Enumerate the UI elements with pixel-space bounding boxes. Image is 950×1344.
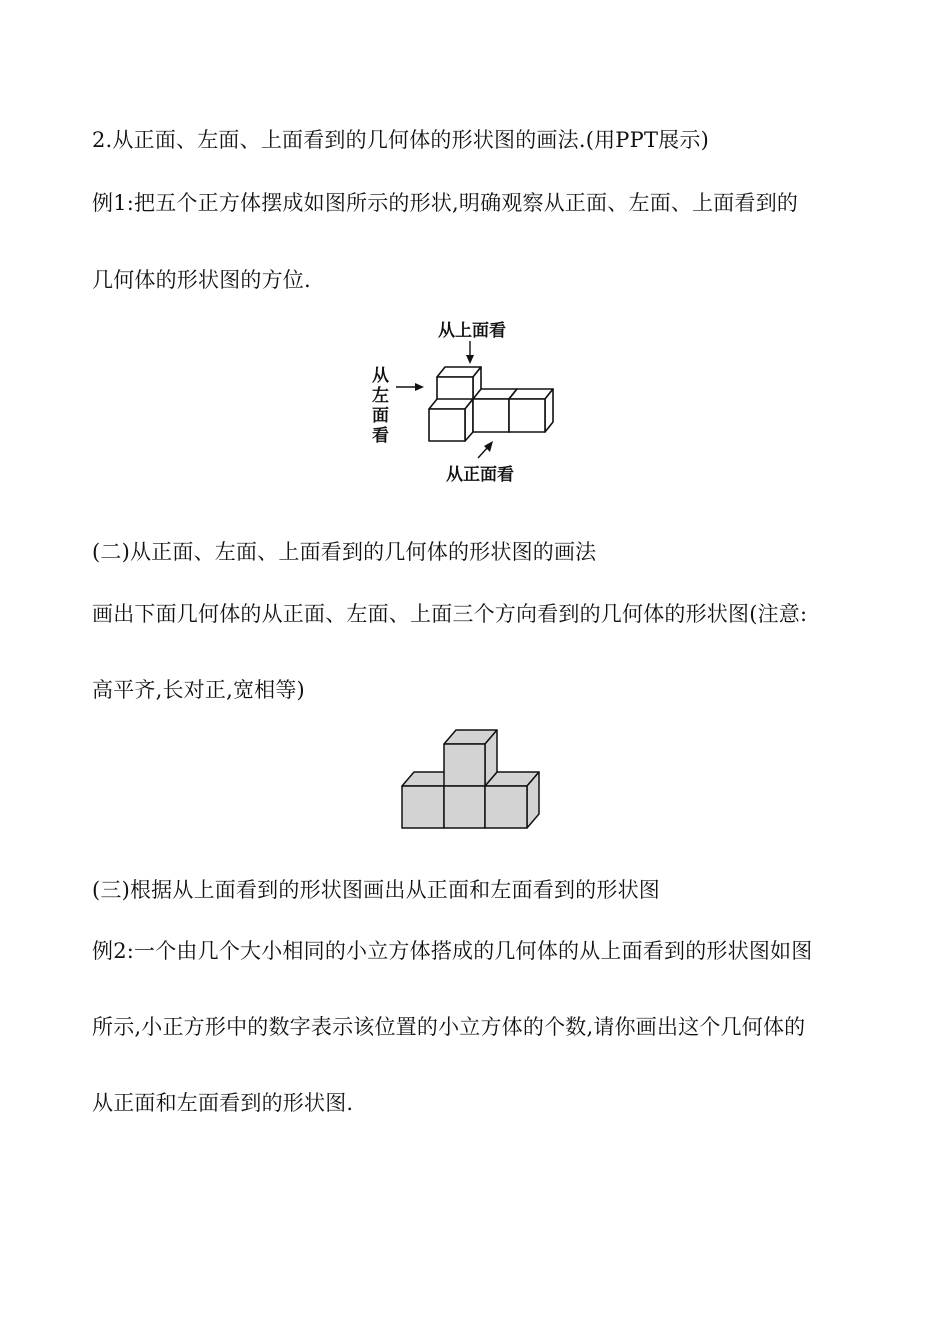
- text-line-8: 例2:一个由几个大小相同的小立方体搭成的几何体的从上面看到的形状图如图: [92, 939, 813, 963]
- label-left-char-2: 左: [372, 386, 389, 406]
- section-heading-3: (三)根据从上面看到的形状图画出从正面和左面看到的形状图: [92, 878, 660, 902]
- arrow-right-head: [415, 383, 424, 391]
- cube-bottom-left: [429, 399, 473, 441]
- cube-right: [509, 389, 553, 432]
- text-line-6: 高平齐,长对正,宽相等): [92, 678, 305, 702]
- figure-grey-cubes: [390, 720, 560, 840]
- cube-front-middle: [444, 786, 485, 828]
- label-left-char-3: 面: [372, 406, 389, 426]
- text-line-5: 画出下面几何体的从正面、左面、上面三个方向看到的几何体的形状图(注意:: [92, 602, 808, 626]
- text-line-1: 2.从正面、左面、上面看到的几何体的形状图的画法.(用PPT展示): [92, 128, 709, 152]
- figure-five-cubes: [360, 312, 600, 492]
- arrow-diag-line: [478, 447, 488, 458]
- text-line-3: 几何体的形状图的方位.: [92, 268, 311, 292]
- arrow-down-head: [466, 355, 474, 364]
- cube-top-grey: [444, 730, 497, 786]
- label-left-char-4: 看: [372, 426, 389, 446]
- cube-front-right: [485, 786, 527, 828]
- label-from-top: 从上面看: [438, 321, 506, 341]
- label-left-char-1: 从: [372, 366, 389, 386]
- text-line-10: 从正面和左面看到的形状图.: [92, 1091, 354, 1115]
- label-from-front: 从正面看: [446, 465, 514, 485]
- text-line-9: 所示,小正方形中的数字表示该位置的小立方体的个数,请你画出这个几何体的: [92, 1015, 806, 1039]
- section-heading-2: (二)从正面、左面、上面看到的几何体的形状图的画法: [92, 540, 597, 564]
- cube-front-left: [402, 786, 444, 828]
- text-line-2: 例1:把五个正方体摆成如图所示的形状,明确观察从正面、左面、上面看到的: [92, 191, 799, 215]
